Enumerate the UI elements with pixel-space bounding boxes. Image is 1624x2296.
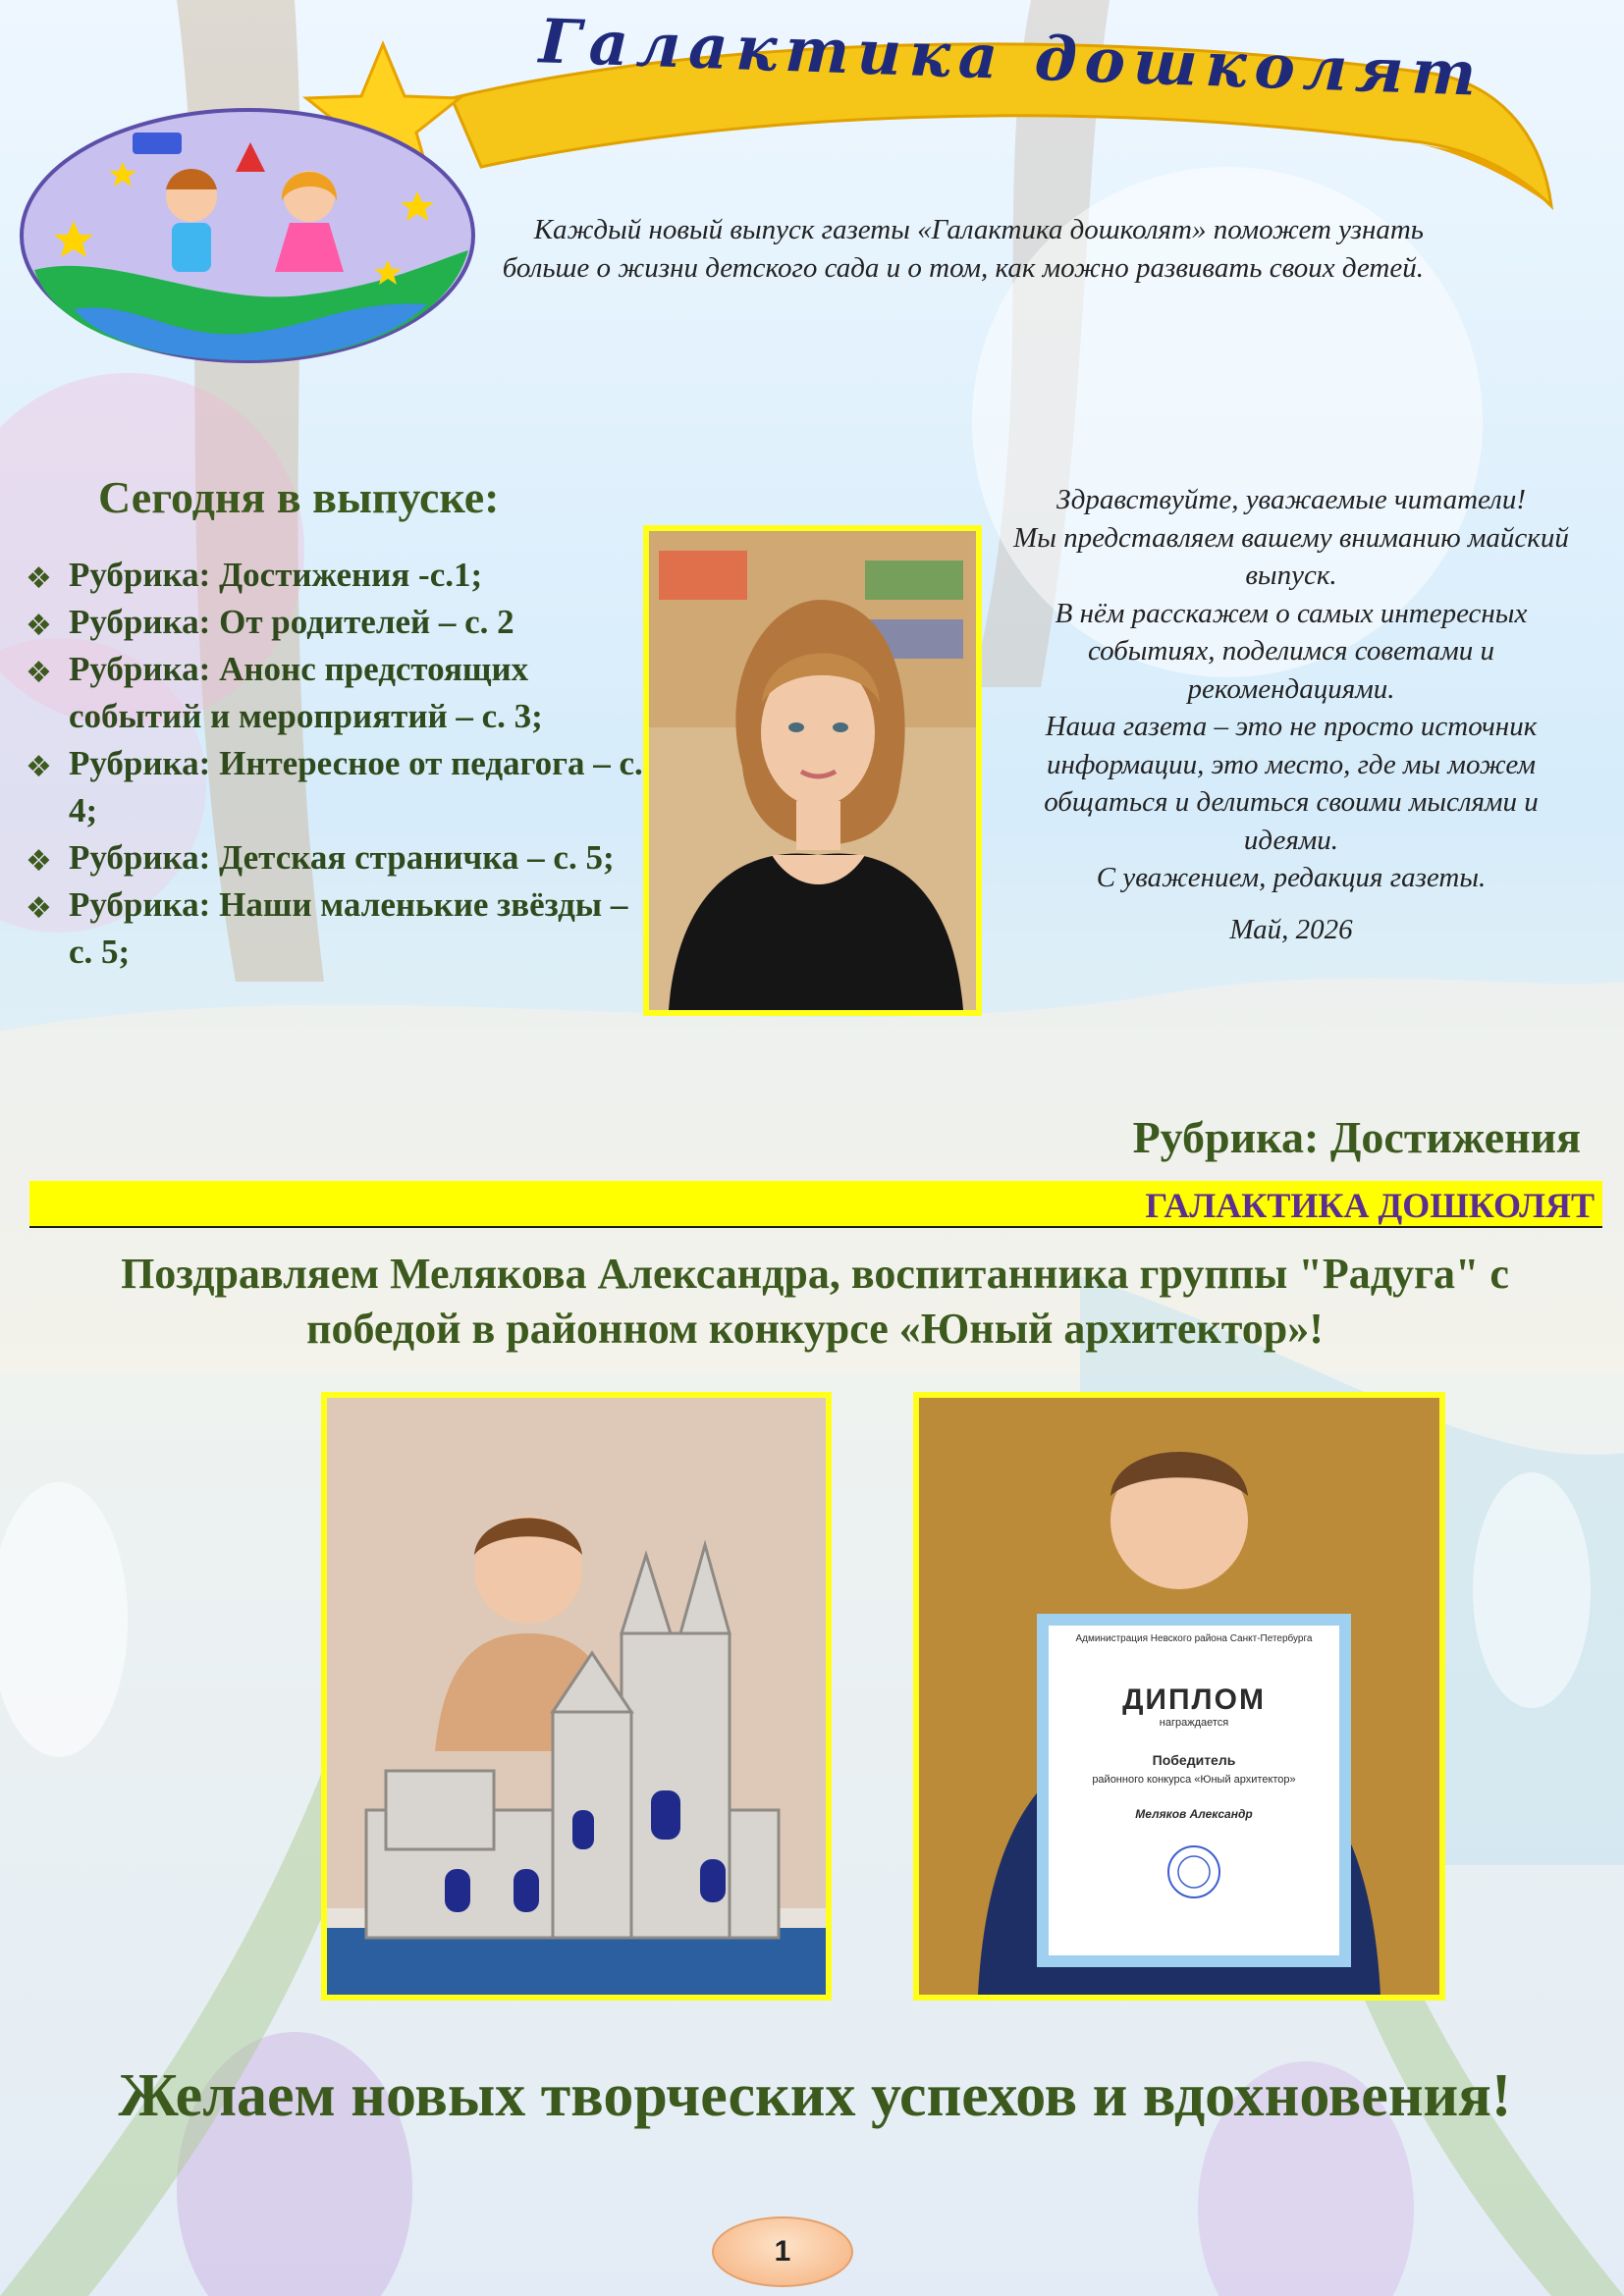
intro-text: Каждый новый выпуск газеты «Галактика дошколят» поможет узнать больше о жизни детского сада и о том, как можно развивать своих детей. [502,214,1424,284]
diamond-bullet-icon: ❖ [26,656,52,690]
diploma-photo [913,1392,1445,2001]
diploma-header: Администрация Невского района Санкт-Петербурга [1075,1633,1313,1644]
toc-title: Сегодня в выпуске: [98,472,500,522]
greeting-line: Мы представляем вашему вниманию майский выпуск. [1013,521,1569,591]
toc-item[interactable] [20,834,648,881]
toc-item[interactable] [20,646,648,740]
kindergarten-logo [15,103,481,368]
toc-item-label: Рубрика: От родителей – с. 2 [69,603,514,641]
toc-item-label: Рубрика: Детская страничка – с. 5; [69,838,615,877]
toc-item-label: Рубрика: Интересное от педагога – с. 4; [69,744,643,829]
toc-item[interactable] [20,740,648,834]
diploma-subtitle: награждается [1159,1717,1229,1729]
greeting-signature: С уважением, редакция газеты. [1096,862,1487,893]
toc-item[interactable] [20,552,648,599]
section-bar [29,1181,1602,1228]
toc-item-label: Рубрика: Наши маленькие звёзды – с. 5; [69,885,628,971]
toc-list [20,552,648,976]
banner-title: Галактика дошколят [537,5,1486,110]
greeting-line: В нём расскажем о самых интересных событиях, поделимся советами и рекомендациями. [1055,597,1528,705]
page-number: 1 [712,2216,853,2287]
diploma-name: Меляков Александр [1135,1807,1253,1821]
editor-photo [643,525,982,1016]
issue-date: Май, 2026 [1229,913,1353,945]
wish-text: Желаем новых творческих успехов и вдохновения! [118,2062,1512,2129]
diploma-contest: районного конкурса «Юный архитектор» [1092,1774,1296,1786]
rubric-heading: Рубрика: Достижения [1132,1112,1581,1162]
greeting-block [997,481,1586,948]
diploma-title: ДИПЛОМ [1122,1683,1266,1716]
diploma-award: Победитель [1152,1752,1236,1768]
toc-item[interactable] [20,881,648,976]
section-bar-text: ГАЛАКТИКА ДОШКОЛЯТ [1145,1186,1595,1225]
diamond-bullet-icon: ❖ [26,844,52,879]
congratulations-text: Поздравляем Мелякова Александра, воспитанника группы "Радуга" с победой в районном конкурсе «Юный архитектор»! [121,1250,1509,1353]
greeting-line: Наша газета – это не просто источник информации, это место, где мы можем общаться и делиться своими мыслями и идеями. [1044,711,1539,856]
boy-with-castle-image [327,1398,826,1995]
toc-item-label: Рубрика: Анонс предстоящих событий и мероприятий – с. 3; [69,650,543,735]
toc-item-label: Рубрика: Достижения -с.1; [69,556,483,594]
diamond-bullet-icon: ❖ [26,891,52,926]
diamond-bullet-icon: ❖ [26,750,52,784]
stamp-icon [1164,1842,1223,1901]
diamond-bullet-icon: ❖ [26,609,52,643]
castle-photo [321,1392,832,2001]
diploma-document [1043,1620,1345,1961]
toc-item[interactable] [20,599,648,646]
diamond-bullet-icon: ❖ [26,561,52,596]
woman-portrait-image [649,531,976,1010]
greeting-line: Здравствуйте, уважаемые читатели! [1056,484,1526,515]
